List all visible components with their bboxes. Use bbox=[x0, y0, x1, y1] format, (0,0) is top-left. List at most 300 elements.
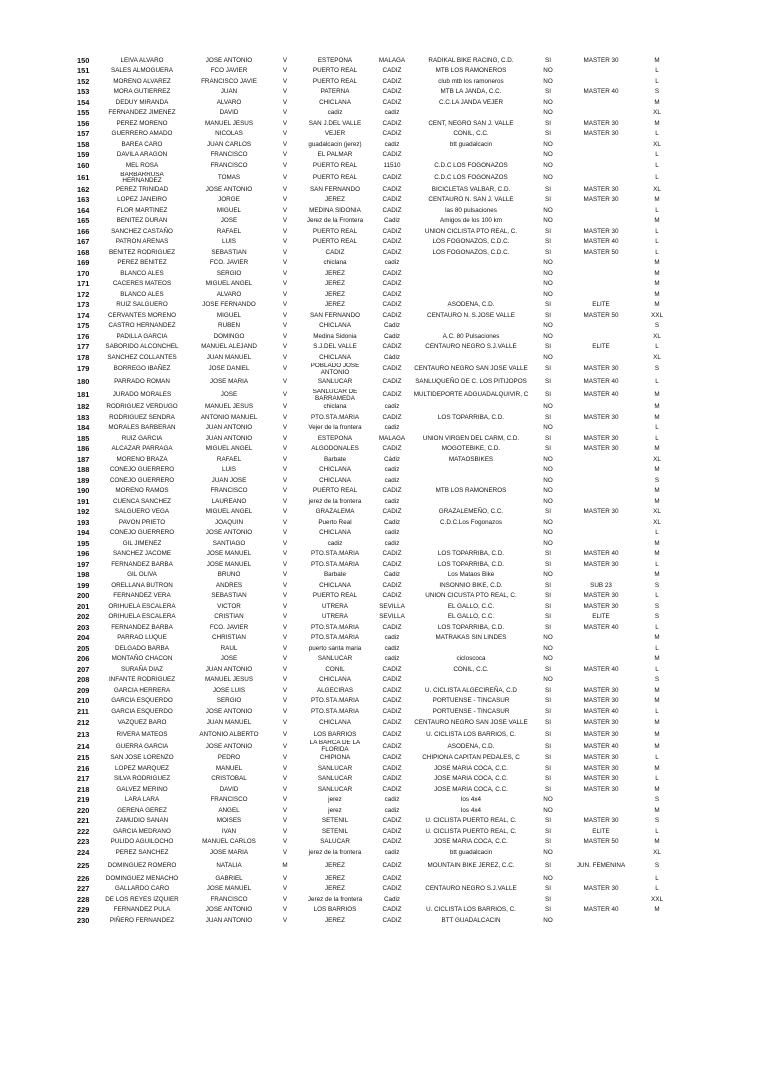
size-cell: M bbox=[654, 217, 660, 225]
federated-cell: SI bbox=[545, 895, 551, 903]
table-row bbox=[76, 633, 676, 644]
province-cell: CADIZ bbox=[382, 885, 402, 893]
federated-cell: NO bbox=[543, 644, 553, 652]
size-cell: XL bbox=[653, 848, 661, 856]
table-row bbox=[76, 518, 676, 529]
town-cell: PTO.STA.MARIA bbox=[310, 634, 360, 642]
category-cell bbox=[564, 806, 638, 817]
federated-cell: SI bbox=[545, 906, 551, 914]
table-row bbox=[76, 269, 676, 280]
surname-cell: CONEJO GUERRERO bbox=[109, 476, 175, 484]
dorsal-number: 186 bbox=[77, 444, 90, 454]
category-cell: JUN. FEMENINA bbox=[576, 861, 626, 869]
federated-cell: NO bbox=[543, 206, 553, 214]
province-cell: cadiz bbox=[384, 539, 400, 547]
surname-cell: DOMINGUEZ ROMERO bbox=[107, 861, 177, 869]
sex-cell: V bbox=[282, 353, 288, 361]
sex-cell: V bbox=[282, 764, 288, 772]
size-cell: L bbox=[655, 343, 659, 351]
category-cell bbox=[564, 321, 638, 332]
first-name-cell: MANUEL JESUS bbox=[204, 119, 254, 127]
first-name-cell: MIGUEL bbox=[216, 206, 242, 214]
category-cell: MASTER 50 bbox=[583, 838, 619, 846]
table-row bbox=[76, 827, 676, 838]
table-row bbox=[76, 753, 676, 764]
table-row bbox=[76, 206, 676, 217]
sex-cell: V bbox=[282, 455, 288, 463]
category-cell: MASTER 30 bbox=[583, 686, 619, 694]
club-cell: CHIPIONA CAPITAN PEDALES, C bbox=[422, 754, 520, 762]
province-cell: SEVILLA bbox=[379, 602, 405, 610]
sex-cell: V bbox=[282, 476, 288, 484]
category-cell bbox=[564, 109, 638, 120]
surname-cell: GARCIA MEDRANO bbox=[113, 827, 171, 835]
table-row bbox=[76, 77, 676, 88]
sex-cell: V bbox=[282, 571, 288, 579]
size-cell: L bbox=[655, 707, 659, 715]
category-cell: MASTER 40 bbox=[583, 391, 619, 399]
surname-cell: FERNANDEZ VERA bbox=[113, 592, 171, 600]
category-cell: ELITE bbox=[592, 613, 610, 621]
federated-cell: SI bbox=[545, 445, 551, 453]
sex-cell: V bbox=[282, 655, 288, 663]
surname-cell: CERVANTES MORENO bbox=[108, 311, 176, 319]
first-name-cell: MANUEL CARLOS bbox=[202, 838, 256, 846]
sex-cell: V bbox=[282, 785, 288, 793]
surname-cell: FERNANDEZ JIMENEZ bbox=[108, 109, 176, 117]
club-cell: SANLUQUEÑO DE C. LOS PITIJOPOS bbox=[415, 378, 527, 386]
club-cell bbox=[410, 644, 532, 655]
first-name-cell: JOAQUIN bbox=[215, 518, 243, 526]
sex-cell: V bbox=[282, 906, 288, 914]
province-cell: cadiz bbox=[384, 259, 400, 267]
size-cell: L bbox=[655, 592, 659, 600]
first-name-cell: NICOLAS bbox=[215, 130, 243, 138]
dorsal-number: 183 bbox=[77, 412, 90, 422]
surname-cell: ZAMUDIO SANAN bbox=[115, 817, 169, 825]
federated-cell: SI bbox=[545, 196, 551, 204]
table-row bbox=[76, 602, 676, 613]
surname-cell: PARRAO LUQUE bbox=[117, 634, 167, 642]
dorsal-number: 190 bbox=[77, 486, 90, 496]
sex-cell: V bbox=[282, 378, 288, 386]
club-cell: C.D.C LOS FOGONAZOS bbox=[434, 161, 508, 169]
dorsal-number: 165 bbox=[77, 216, 90, 226]
sex-cell: V bbox=[282, 719, 288, 727]
size-cell: XL bbox=[653, 455, 661, 463]
town-cell: CHICLANA bbox=[319, 322, 351, 330]
table-row bbox=[76, 686, 676, 697]
dorsal-number: 225 bbox=[77, 860, 90, 870]
surname-cell: GIL OLIVA bbox=[127, 571, 157, 579]
dorsal-number: 170 bbox=[77, 268, 90, 278]
province-cell: Cadiz bbox=[383, 895, 401, 903]
province-cell: cadiz bbox=[384, 466, 400, 474]
dorsal-number: 164 bbox=[77, 205, 90, 215]
dorsal-number: 191 bbox=[77, 496, 90, 506]
dorsal-number: 169 bbox=[77, 258, 90, 268]
size-cell: L bbox=[655, 378, 659, 386]
first-name-cell: CRISTIAN bbox=[214, 613, 244, 621]
sex-cell: V bbox=[282, 290, 288, 298]
sex-cell: V bbox=[282, 196, 288, 204]
federated-cell: SI bbox=[545, 365, 551, 373]
first-name-cell: JUAN ANTONIO bbox=[205, 665, 253, 673]
province-cell: CADIZ bbox=[382, 874, 402, 882]
federated-cell: SI bbox=[545, 434, 551, 442]
federated-cell: SI bbox=[545, 56, 551, 64]
sex-cell: V bbox=[282, 539, 288, 547]
club-cell: CENTAURO NEGRO S.J.VALLE bbox=[425, 343, 517, 351]
category-cell: MASTER 30 bbox=[583, 196, 619, 204]
sex-cell: V bbox=[282, 56, 288, 64]
first-name-cell: JUAN JOSE bbox=[211, 476, 247, 484]
surname-cell: CACERES MATEOS bbox=[112, 280, 172, 288]
size-cell: S bbox=[654, 613, 660, 621]
surname-cell: BLANCO ALES bbox=[120, 269, 164, 277]
club-cell: CENTAURO N. S.JOSE VALLE bbox=[427, 311, 515, 319]
category-cell bbox=[564, 570, 638, 581]
sex-cell: V bbox=[282, 77, 288, 85]
federated-cell: SI bbox=[545, 238, 551, 246]
surname-cell: ORIHUELA ESCALERA bbox=[108, 613, 176, 621]
size-cell: M bbox=[654, 196, 660, 204]
dorsal-number: 211 bbox=[77, 706, 89, 716]
federated-cell: SI bbox=[545, 550, 551, 558]
town-cell: Puerto Real bbox=[318, 518, 352, 526]
first-name-cell: TOMAS bbox=[217, 173, 241, 181]
club-cell: MTB LOS RAMONEROS bbox=[435, 487, 507, 495]
town-cell: SANLUCAR bbox=[317, 655, 353, 663]
federated-cell: NO bbox=[543, 497, 553, 505]
first-name-cell: JUAN bbox=[220, 88, 238, 96]
table-row bbox=[76, 785, 676, 796]
federated-cell: NO bbox=[543, 539, 553, 547]
surname-cell: MEL ROSA bbox=[125, 161, 159, 169]
federated-cell: SI bbox=[545, 730, 551, 738]
category-cell: MASTER 40 bbox=[583, 623, 619, 631]
dorsal-number: 160 bbox=[77, 161, 90, 170]
dorsal-number: 167 bbox=[77, 237, 90, 247]
province-cell: CADIZ bbox=[382, 906, 402, 914]
category-cell: MASTER 40 bbox=[583, 378, 619, 386]
surname-cell: JURADO MORALES bbox=[112, 391, 172, 399]
federated-cell: NO bbox=[543, 476, 553, 484]
category-cell: MASTER 30 bbox=[583, 119, 619, 127]
table-row bbox=[76, 353, 676, 364]
table-row bbox=[76, 539, 676, 550]
surname-cell: BORREGO IBAÑEZ bbox=[113, 365, 171, 373]
province-cell: SEVILLA bbox=[379, 613, 405, 621]
sex-cell: V bbox=[282, 365, 288, 373]
dorsal-number: 202 bbox=[77, 612, 90, 622]
first-name-cell: LUIS bbox=[222, 238, 236, 246]
surname-cell: PADILLA GARCIA bbox=[116, 332, 168, 340]
size-cell: M bbox=[654, 403, 660, 411]
table-row bbox=[76, 130, 676, 141]
first-name-cell: JUAN MANUEL bbox=[206, 719, 252, 727]
dorsal-number: 151 bbox=[77, 66, 90, 76]
table-row bbox=[76, 806, 676, 817]
sex-cell: V bbox=[282, 602, 288, 610]
province-cell: CADIZ bbox=[382, 248, 402, 256]
dorsal-number: 212 bbox=[77, 718, 90, 728]
dorsal-number: 198 bbox=[77, 570, 90, 580]
sex-cell: V bbox=[282, 227, 288, 235]
federated-cell: SI bbox=[545, 754, 551, 762]
dorsal-number: 208 bbox=[77, 675, 90, 685]
dorsal-number: 156 bbox=[77, 119, 90, 128]
category-cell bbox=[564, 353, 638, 364]
sex-cell: V bbox=[282, 88, 288, 96]
table-row bbox=[76, 816, 676, 827]
first-name-cell: RAUL bbox=[220, 644, 238, 652]
federated-cell: NO bbox=[543, 290, 553, 298]
province-cell: Cadiz bbox=[383, 332, 401, 340]
province-cell: CADIZ bbox=[382, 151, 402, 159]
town-cell: CHICLANA bbox=[319, 353, 351, 361]
sex-cell: V bbox=[282, 895, 288, 903]
federated-cell: SI bbox=[545, 764, 551, 772]
first-name-cell: ALVARO bbox=[216, 98, 242, 106]
surname-cell: BAREA CARO bbox=[121, 140, 163, 148]
club-cell bbox=[410, 497, 532, 508]
dorsal-number: 199 bbox=[77, 580, 90, 590]
federated-cell: SI bbox=[545, 311, 551, 319]
town-cell: SAN FERNANDO bbox=[309, 311, 361, 319]
town-cell: JEREZ bbox=[325, 301, 345, 309]
sex-cell: V bbox=[282, 487, 288, 495]
town-cell: JEREZ bbox=[325, 874, 345, 882]
table-row bbox=[76, 905, 676, 916]
club-cell: LOS TOPARRIBA, C.D. bbox=[437, 623, 505, 631]
club-cell: U. CICLISTA LOS BARRIOS, C. bbox=[426, 906, 516, 914]
first-name-cell: MIGUEL ANGEL bbox=[205, 280, 253, 288]
club-cell: JOSE MARIA COCA, C.C. bbox=[434, 775, 508, 783]
table-row bbox=[76, 549, 676, 560]
size-cell: L bbox=[655, 827, 659, 835]
club-cell: LOS TOPARRIBA, C.D. bbox=[437, 560, 505, 568]
sex-cell: V bbox=[282, 343, 288, 351]
federated-cell: SI bbox=[545, 686, 551, 694]
province-cell: CADIZ bbox=[382, 508, 402, 516]
town-cell: PUERTO REAL bbox=[312, 487, 358, 495]
table-row bbox=[76, 528, 676, 539]
first-name-cell: JOSE MARIA bbox=[209, 848, 249, 856]
town-cell: SANLUCAR bbox=[317, 775, 353, 783]
federated-cell: NO bbox=[543, 796, 553, 804]
first-name-cell: MANUEL JESUS bbox=[204, 676, 254, 684]
province-cell: CADIZ bbox=[382, 413, 402, 421]
town-cell: UTRERA bbox=[322, 602, 348, 610]
category-cell bbox=[564, 290, 638, 301]
province-cell: CADIZ bbox=[382, 592, 402, 600]
dorsal-number: 203 bbox=[77, 622, 90, 632]
table-row bbox=[76, 161, 676, 172]
size-cell: M bbox=[654, 539, 660, 547]
federated-cell: SI bbox=[545, 707, 551, 715]
table-row bbox=[76, 884, 676, 895]
town-cell: SETENIL bbox=[321, 817, 349, 825]
dorsal-number: 184 bbox=[77, 423, 90, 433]
federated-cell: SI bbox=[545, 742, 551, 750]
dorsal-number: 175 bbox=[77, 321, 90, 331]
size-cell: S bbox=[654, 602, 660, 610]
town-cell: PTO.STA.MARIA bbox=[310, 707, 360, 715]
town-cell: POBLADO JOSE ANTONIO bbox=[310, 363, 360, 376]
town-cell: PTO.STA.MARIA bbox=[310, 413, 360, 421]
first-name-cell: FRANCISCO JAVIE bbox=[201, 77, 257, 85]
sex-cell: V bbox=[282, 311, 288, 319]
club-cell bbox=[410, 151, 532, 162]
federated-cell: NO bbox=[543, 173, 553, 181]
first-name-cell: SERGIO bbox=[216, 269, 242, 277]
club-cell: JOSE MARIA COCA, C.C. bbox=[434, 785, 508, 793]
first-name-cell: RUBEN bbox=[217, 322, 241, 330]
category-cell: MASTER 50 bbox=[583, 311, 619, 319]
surname-cell: GALVEZ MERINO bbox=[116, 785, 168, 793]
sex-cell: V bbox=[282, 916, 288, 924]
sex-cell: V bbox=[282, 560, 288, 568]
federated-cell: SI bbox=[545, 301, 551, 309]
surname-cell: RIVERA MATEOS bbox=[116, 730, 168, 738]
dorsal-number: 189 bbox=[77, 475, 90, 485]
category-cell bbox=[564, 423, 638, 434]
dorsal-number: 153 bbox=[77, 87, 90, 97]
surname-cell: DOMINGUEZ MENACHO bbox=[105, 874, 179, 882]
sex-cell: V bbox=[282, 775, 288, 783]
first-name-cell: NATALIA bbox=[216, 861, 242, 869]
club-cell: los 4x4 bbox=[461, 806, 481, 814]
province-cell: cadiz bbox=[384, 796, 400, 804]
club-cell: MATAOSBIKES bbox=[448, 455, 494, 463]
surname-cell: GUERRA GARCIA bbox=[115, 742, 169, 750]
table-row bbox=[76, 258, 676, 269]
first-name-cell: MANUEL bbox=[215, 764, 243, 772]
table-row bbox=[76, 423, 676, 434]
table-row bbox=[76, 848, 676, 859]
category-cell bbox=[564, 528, 638, 539]
size-cell: M bbox=[654, 301, 660, 309]
province-cell: CADIZ bbox=[382, 311, 402, 319]
size-cell: L bbox=[655, 227, 659, 235]
table-row bbox=[76, 795, 676, 806]
table-row bbox=[76, 774, 676, 785]
table-row bbox=[76, 675, 676, 686]
province-cell: CADIZ bbox=[382, 861, 402, 869]
club-cell: LOS FOGONAZOS, C.D.C. bbox=[432, 248, 510, 256]
table-row bbox=[76, 497, 676, 508]
federated-cell: SI bbox=[545, 413, 551, 421]
dorsal-number: 213 bbox=[77, 729, 90, 739]
town-cell: MEDINA SIDONIA bbox=[309, 206, 361, 214]
first-name-cell: DOMINGO bbox=[213, 332, 245, 340]
town-cell: jerez de la frontera bbox=[308, 848, 362, 856]
surname-cell: BENITEZ DURAN bbox=[116, 217, 168, 225]
size-cell: M bbox=[654, 445, 660, 453]
town-cell: Vejer de la frontera bbox=[308, 424, 362, 432]
first-name-cell: FRANCISCO bbox=[210, 895, 248, 903]
dorsal-number: 201 bbox=[77, 601, 90, 611]
sex-cell: V bbox=[282, 280, 288, 288]
province-cell: CADIZ bbox=[382, 391, 402, 399]
surname-cell: PEREZ SANCHEZ bbox=[115, 848, 169, 856]
club-cell: CONIL, C.C. bbox=[453, 665, 489, 673]
category-cell: MASTER 30 bbox=[583, 130, 619, 138]
sex-cell: V bbox=[282, 161, 288, 169]
town-cell: CHICLANA bbox=[319, 719, 351, 727]
size-cell: M bbox=[654, 655, 660, 663]
table-row bbox=[76, 717, 676, 730]
province-cell: cadiz bbox=[384, 403, 400, 411]
surname-cell: GARCIA ESQUERDO bbox=[111, 707, 173, 715]
town-cell: VEJER bbox=[324, 130, 346, 138]
club-cell bbox=[410, 895, 532, 906]
province-cell: CADIZ bbox=[382, 238, 402, 246]
table-row bbox=[76, 665, 676, 676]
table-row bbox=[76, 764, 676, 775]
table-row bbox=[76, 227, 676, 238]
first-name-cell: SEBASTIAN bbox=[211, 592, 247, 600]
sex-cell: V bbox=[282, 508, 288, 516]
table-row bbox=[76, 332, 676, 343]
first-name-cell: RAFAEL bbox=[216, 455, 242, 463]
club-cell bbox=[410, 528, 532, 539]
town-cell: ESTEPONA bbox=[317, 434, 353, 442]
first-name-cell: JOSE MANUEL bbox=[206, 885, 252, 893]
size-cell: M bbox=[654, 280, 660, 288]
category-cell bbox=[564, 633, 638, 644]
province-cell: CADIZ bbox=[382, 365, 402, 373]
table-row bbox=[76, 321, 676, 332]
first-name-cell: GABRIEL bbox=[215, 874, 243, 882]
category-cell bbox=[564, 916, 638, 927]
first-name-cell: MIGUEL ANGEL bbox=[205, 445, 253, 453]
town-cell: CONIL bbox=[325, 665, 345, 673]
province-cell: cadiz bbox=[384, 497, 400, 505]
surname-cell: INFANTE RODRIGUEZ bbox=[108, 676, 176, 684]
table-row bbox=[76, 185, 676, 196]
category-cell: MASTER 40 bbox=[583, 707, 619, 715]
first-name-cell: BRUNO bbox=[217, 571, 241, 579]
province-cell: Cádiz bbox=[383, 353, 401, 361]
town-cell: JEREZ bbox=[325, 196, 345, 204]
sex-cell: V bbox=[282, 518, 288, 526]
first-name-cell: JOSE bbox=[220, 391, 238, 399]
size-cell: M bbox=[654, 497, 660, 505]
club-cell: CONIL, C.C. bbox=[453, 130, 489, 138]
table-row bbox=[76, 895, 676, 906]
table-row bbox=[76, 916, 676, 927]
club-cell: LOS TOPARRIBA, C.D. bbox=[437, 413, 505, 421]
category-cell: MASTER 40 bbox=[583, 238, 619, 246]
size-cell: XL bbox=[653, 185, 661, 193]
first-name-cell: SANTIAGO bbox=[212, 539, 246, 547]
size-cell: M bbox=[654, 742, 660, 750]
size-cell: S bbox=[654, 861, 660, 869]
surname-cell: CASTRO HERNANDEZ bbox=[108, 322, 176, 330]
size-cell: L bbox=[655, 754, 659, 762]
surname-cell: PULIDO AGUILOCHO bbox=[110, 838, 174, 846]
federated-cell: NO bbox=[543, 806, 553, 814]
dorsal-number: 230 bbox=[77, 915, 90, 925]
size-cell: XL bbox=[653, 508, 661, 516]
sex-cell: V bbox=[282, 581, 288, 589]
size-cell: S bbox=[654, 796, 660, 804]
surname-cell: MONTAÑO CHACON bbox=[111, 655, 173, 663]
club-cell: club mtb los ramoneros bbox=[438, 77, 504, 85]
club-cell: CENTAURO N. SAN J. VALLE bbox=[428, 196, 514, 204]
